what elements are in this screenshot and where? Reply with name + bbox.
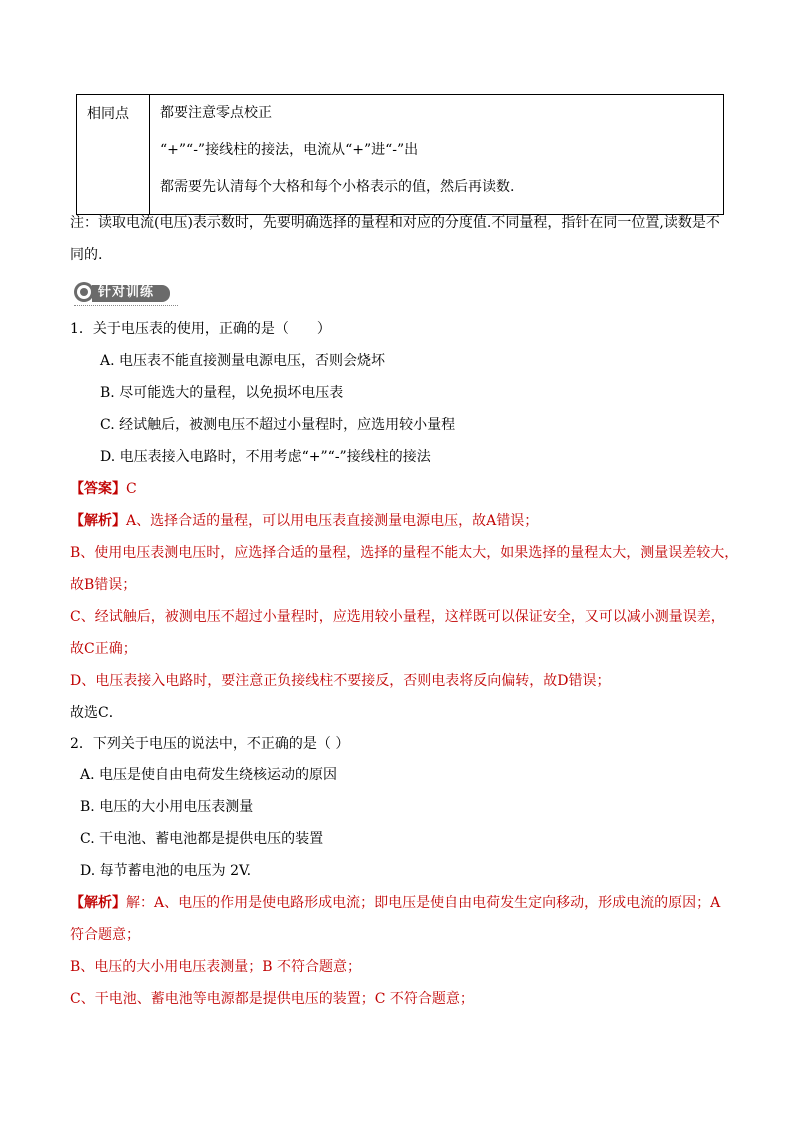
table-content-cell (150, 95, 724, 215)
analysis-line: 故C正确； (70, 641, 137, 657)
analysis-tag: 【解析】 (70, 513, 126, 529)
divider (74, 304, 178, 306)
analysis-line: B、使用电压表测电压时，应选择合适的量程，选择的量程不能太大，如果选择的量程太大，测量误差较大， (70, 545, 739, 561)
note-line-2: 同的. (70, 247, 103, 263)
comparison-table (76, 94, 724, 215)
q2-option-b: B. 电压的大小用电压表测量 (80, 799, 254, 815)
question-1-stem: 1．关于电压表的使用，正确的是（ ） (70, 321, 331, 337)
q2-option-d: D. 每节蓄电池的电压为 2V. (80, 863, 252, 879)
analysis-line: 符合题意； (70, 927, 140, 943)
table-label-cell (77, 95, 150, 215)
section-badge-label: 针对训练 (98, 285, 155, 300)
q1-option-b: B. 尽可能选大的量程，以免损坏电压表 (100, 385, 344, 401)
analysis-line: D、电压表接入电路时，要注意正负接线柱不要接反，否则电表将反向偏转，故D错误； (70, 673, 611, 689)
analysis-line: C、经试触后，被测电压不超过小量程时，应选用较小量程，这样既可以保证安全，又可以减小测量误差， (70, 609, 725, 625)
table-row: “+”“-”接线柱的接法，电流从“+”进“-”出 (160, 142, 419, 158)
analysis-text: 解：A、电压的作用是使电路形成电流；即电压是使自由电荷发生定向移动，形成电流的原因；A (126, 895, 721, 911)
q2-analysis (70, 893, 720, 913)
q1-analysis (70, 511, 538, 531)
q1-answer (70, 479, 137, 499)
q1-option-a: A. 电压表不能直接测量电源电压，否则会烧坏 (100, 353, 386, 369)
answer-tag: 【答案】 (70, 481, 126, 497)
answer-value: C (126, 481, 137, 497)
q1-option-c: C. 经试触后，被测电压不超过小量程时，应选用较小量程 (100, 417, 456, 433)
table-label: 相同点 (87, 106, 129, 122)
table-row: 都要注意零点校正 (160, 105, 272, 121)
note-line-1: 注：读取电流(电压)表示数时，先要明确选择的量程和对应的分度值.不同量程，指针在同一位置,读数是不 (70, 215, 720, 231)
analysis-text: A、选择合适的量程，可以用电压表直接测量电源电压，故A错误； (126, 513, 539, 529)
target-icon (74, 282, 94, 302)
analysis-tag: 【解析】 (70, 895, 126, 911)
section-badge (74, 282, 174, 304)
q2-option-c: C. 干电池、蓄电池都是提供电压的装置 (80, 831, 324, 847)
q2-option-a: A. 电压是使自由电荷发生绕核运动的原因 (80, 767, 338, 783)
q1-option-d: D. 电压表接入电路时，不用考虑“+”“-”接线柱的接法 (100, 449, 431, 465)
analysis-line: 故B错误； (70, 577, 137, 593)
question-2-stem: 2．下列关于电压的说法中，不正确的是（ ） (70, 736, 350, 752)
analysis-line: B、电压的大小用电压表测量；B 不符合题意； (70, 959, 362, 975)
analysis-line: C、干电池、蓄电池等电源都是提供电压的装置；C 不符合题意； (70, 991, 474, 1007)
analysis-conclusion: 故选C． (70, 705, 123, 721)
table-row: 都需要先认清每个大格和每个小格表示的值，然后再读数. (160, 179, 515, 195)
